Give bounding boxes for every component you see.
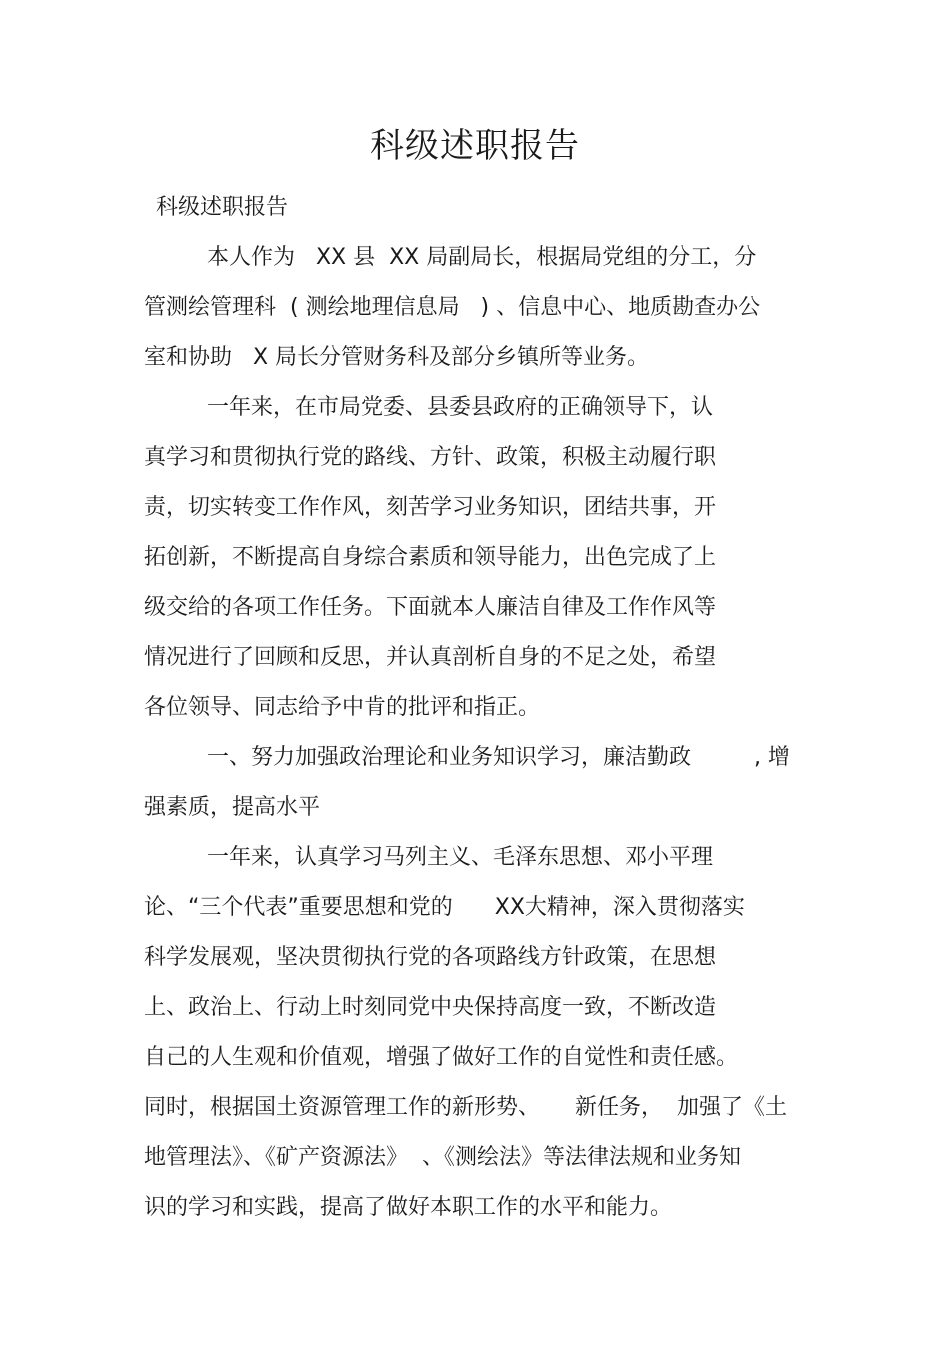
paragraph-line: 自己的人生观和价值观，增强了做好工作的自觉性和责任感。 bbox=[144, 1045, 739, 1070]
paragraph-line: 上、政治上、行动上时刻同党中央保持高度一致，不断改造 bbox=[144, 995, 717, 1020]
paragraph-line: 一年来，认真学习马列主义、毛泽东思想、邓小平理 bbox=[207, 845, 714, 870]
paragraph-line: 一年来，在市局党委、县委县政府的正确领导下，认 bbox=[207, 395, 714, 420]
paragraph-line: 同时，根据国土资源管理工作的新形势、 新任务， 加强了《土 bbox=[144, 1095, 787, 1120]
paragraph-line: 本人作为 XX 县 XX 局副局长，根据局党组的分工，分 bbox=[207, 245, 757, 270]
paragraph-line: 室和协助 X 局长分管财务科及部分乡镇所等业务。 bbox=[144, 345, 650, 370]
paragraph-line: 地管理法》、《矿产资源法》 、《测绘法》等法律法规和业务知 bbox=[144, 1145, 741, 1170]
document-title: 科级述职报告 bbox=[370, 126, 580, 166]
section-heading-line: 一、努力加强政治理论和业务知识学习，廉洁勤政 , 增 bbox=[207, 745, 790, 770]
paragraph-line: 各位领导、同志给予中肯的批评和指正。 bbox=[144, 695, 541, 720]
paragraph-line: 级交给的各项工作任务。下面就本人廉洁自律及工作作风等 bbox=[144, 595, 717, 620]
paragraph-line: 科学发展观，坚决贯彻执行党的各项路线方针政策，在思想 bbox=[144, 945, 717, 970]
paragraph-line: 拓创新，不断提高自身综合素质和领导能力，出色完成了上 bbox=[144, 545, 717, 570]
paragraph-line: 真学习和贯彻执行党的路线、方针、政策，积极主动履行职 bbox=[144, 445, 717, 470]
paragraph-line: 论、“三个代表”重要思想和党的 XX大精神，深入贯彻落实 bbox=[144, 895, 745, 920]
subtitle-line: 科级述职报告 bbox=[156, 195, 289, 220]
paragraph-line: 责，切实转变工作作风，刻苦学习业务知识，团结共事，开 bbox=[144, 495, 717, 520]
paragraph-line: 情况进行了回顾和反思，并认真剖析自身的不足之处，希望 bbox=[144, 645, 717, 670]
paragraph-line: 识的学习和实践，提高了做好本职工作的水平和能力。 bbox=[144, 1195, 673, 1220]
paragraph-line: 管测绘管理科 ( 测绘地理信息局 ) 、信息中心、地质勘查办公 bbox=[144, 295, 761, 320]
section-heading-line: 强素质，提高水平 bbox=[144, 795, 321, 820]
